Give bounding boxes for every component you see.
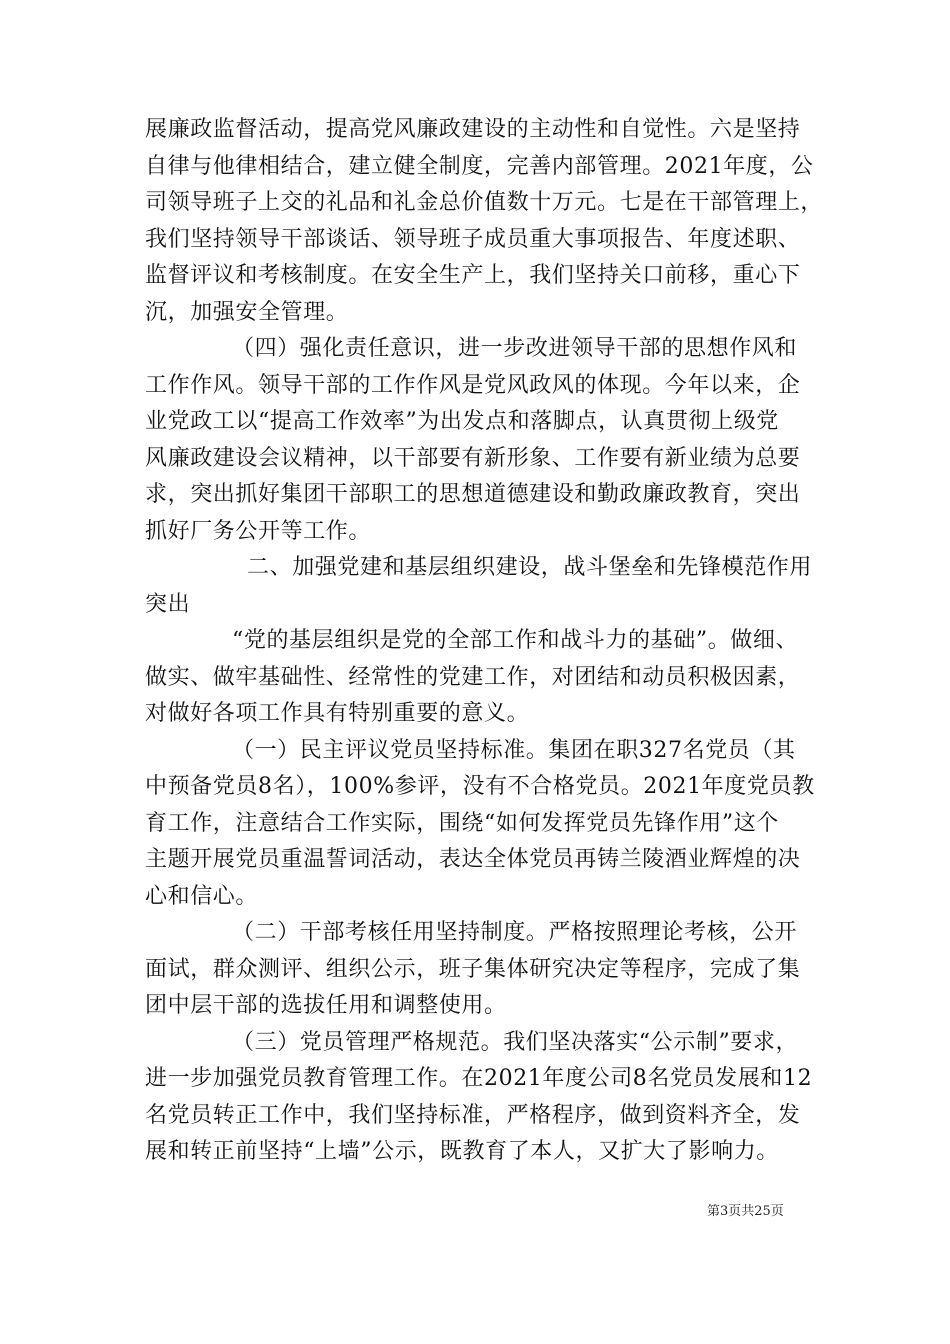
text-line: 工作作风。领导干部的工作作风是党风政风的体现。今年以来，企 [145,373,801,398]
text-line: 沉，加强安全管理。 [145,300,349,325]
text-line: 展廉政监督活动，提高党风廉政建设的主动性和自觉性。六是坚持 [145,117,801,142]
text-line: 监督评议和考核制度。在安全生产上，我们坚持关口前移，重心下 [145,263,801,288]
text-line: “党的基层组织是党的全部工作和战斗力的基础”。做细、 [232,628,799,653]
text-line: 主题开展党员重温誓词活动，表达全体党员再铸兰陵酒业辉煌的决 [145,847,801,872]
text-line: 心和信心。 [145,884,259,909]
text-line: 进一步加强党员教育管理工作。在2021年度公司8名党员发展和12 [145,1066,813,1091]
text-line: 做实、做牢基础性、经常性的党建工作，对团结和动员积极因素， [145,665,801,690]
text-line: 展和转正前坚持“上墙”公示，既教育了本人，又扩大了影响力。 [145,1139,779,1164]
page-number: 第3页共25页 [707,1204,784,1219]
text-line: 对做好各项工作具有特别重要的意义。 [145,701,530,726]
paragraph-heading: （三）党员管理严格规范。我们坚决落实“公示制”要求， [232,1030,799,1055]
text-line: 自律与他律相结合，建立健全制度，完善内部管理。2021年度，公 [145,154,814,179]
paragraph-heading: （四）强化责任意识，进一步改进领导干部的思想作风和 [232,336,798,361]
text-line: 突出 [145,592,191,617]
text-line: 我们坚持领导干部谈话、领导班子成员重大事项报告、年度述职、 [145,227,801,252]
section-heading: 二、加强党建和基层组织建设，战斗堡垒和先锋模范作用 [247,555,813,580]
paragraph-heading: （二）干部考核任用坚持制度。严格按照理论考核，公开 [232,920,798,945]
text-line: 风廉政建设会议精神，以干部要有新形象、工作要有新业绩为总要 [145,446,801,471]
text-line: 面试，群众测评、组织公示，班子集体研究决定等程序，完成了集 [145,957,801,982]
paragraph-heading: （一）民主评议党员坚持标准。集团在职327名党员（其 [232,738,796,763]
text-line: 求，突出抓好集团干部职工的思想道德建设和勤政廉政教育，突出 [145,482,801,507]
text-line: 名党员转正工作中，我们坚持标准，严格程序，做到资料齐全，发 [145,1103,801,1128]
text-line: 抓好厂务公开等工作。 [145,519,372,544]
text-line: 业党政工以“提高工作效率”为出发点和落脚点，认真贯彻上级党 [145,409,779,434]
text-line: 司领导班子上交的礼品和礼金总价值数十万元。七是在干部管理上， [145,190,824,215]
text-line: 育工作，注意结合工作实际，围绕“如何发挥党员先锋作用”这个 [145,811,779,836]
text-line: 团中层干部的选拔任用和调整使用。 [145,993,507,1018]
text-line: 中预备党员8名），100%参评，没有不合格党员。2021年度党员教 [145,774,815,799]
